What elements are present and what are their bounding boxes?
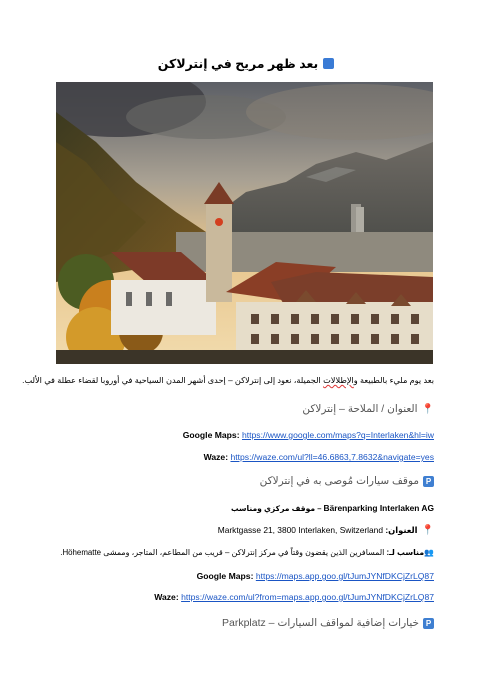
intro-after: الجميلة، نعود إلى إنترلاكن – إحدى أشهر المدن السياحية في أوروبا لقضاء عطلة في الألب. — [22, 376, 324, 385]
waze-link[interactable]: https://waze.com/ul?from=maps.app.goo.gl/tJumJYNfDKCjZrLQ87 — [181, 592, 434, 602]
intro-underlined-word: الإطلالات — [323, 376, 354, 385]
address-value: Marktgasse 21, 3800 Interlaken, Switzerland — [217, 525, 383, 535]
address-label: العنوان: — [385, 525, 418, 535]
google-maps-link[interactable]: https://www.google.com/maps?q=Interlaken&hl=iw — [241, 430, 434, 440]
parking-icon: P — [423, 476, 434, 487]
google-maps-label: Google Maps: — [182, 430, 240, 440]
waze-link[interactable]: https://waze.com/ul?ll=46.6863,7.8632&navigate=yes — [230, 452, 434, 462]
intro-paragraph — [22, 375, 434, 385]
interlaken-photo — [56, 82, 433, 364]
suitable-text: المسافرين الذين يقضون وقتاً في مركز إنترلاكن – قريب من المطاعم، المتاجر، وممشى Höhematte. — [60, 548, 387, 557]
section1-heading-text: العنوان / الملاحة – إنترلاكن — [302, 403, 418, 415]
people-icon: 👥 — [424, 548, 434, 557]
section-navigation-heading — [56, 403, 434, 415]
section2-heading-text: موقف سيارات مُوصى به في إنترلاكن — [259, 475, 419, 487]
address-row — [56, 525, 434, 536]
google-maps-row-2 — [56, 571, 434, 581]
parking-place-name: Bärenparking Interlaken AG — [323, 503, 434, 513]
google-maps-label: Google Maps: — [196, 571, 254, 581]
blue-square-icon — [323, 58, 334, 69]
parking-place-desc: – موقف مركزي ومناسب — [230, 504, 324, 513]
section-extra-parking-heading — [56, 617, 434, 629]
intro-before: بعد يوم مليء بالطبيعة و — [353, 376, 434, 385]
google-maps-link[interactable]: https://maps.app.goo.gl/tJumJYNfDKCjZrLQ87 — [255, 571, 434, 581]
parking-place-row — [56, 503, 434, 513]
waze-label: Waze: — [154, 592, 179, 602]
waze-label: Waze: — [203, 452, 229, 462]
page-title — [0, 56, 492, 71]
town-church-image — [56, 82, 433, 364]
title-text: بعد ظهر مريح في إنترلاكن — [157, 57, 319, 71]
pin-icon: 📍 — [421, 404, 434, 415]
waze-row-1 — [56, 452, 434, 462]
section3-heading-text: خيارات إضافية لمواقف السيارات – Parkplatz — [221, 617, 419, 629]
suitable-label: مناسب لـ: — [386, 548, 425, 557]
waze-row-2 — [56, 592, 434, 602]
section-parking-heading — [56, 475, 434, 487]
pin-icon: 📍 — [421, 525, 434, 536]
google-maps-row-1 — [56, 430, 434, 440]
suitable-for-row — [56, 548, 434, 557]
parking-icon: P — [423, 618, 434, 629]
